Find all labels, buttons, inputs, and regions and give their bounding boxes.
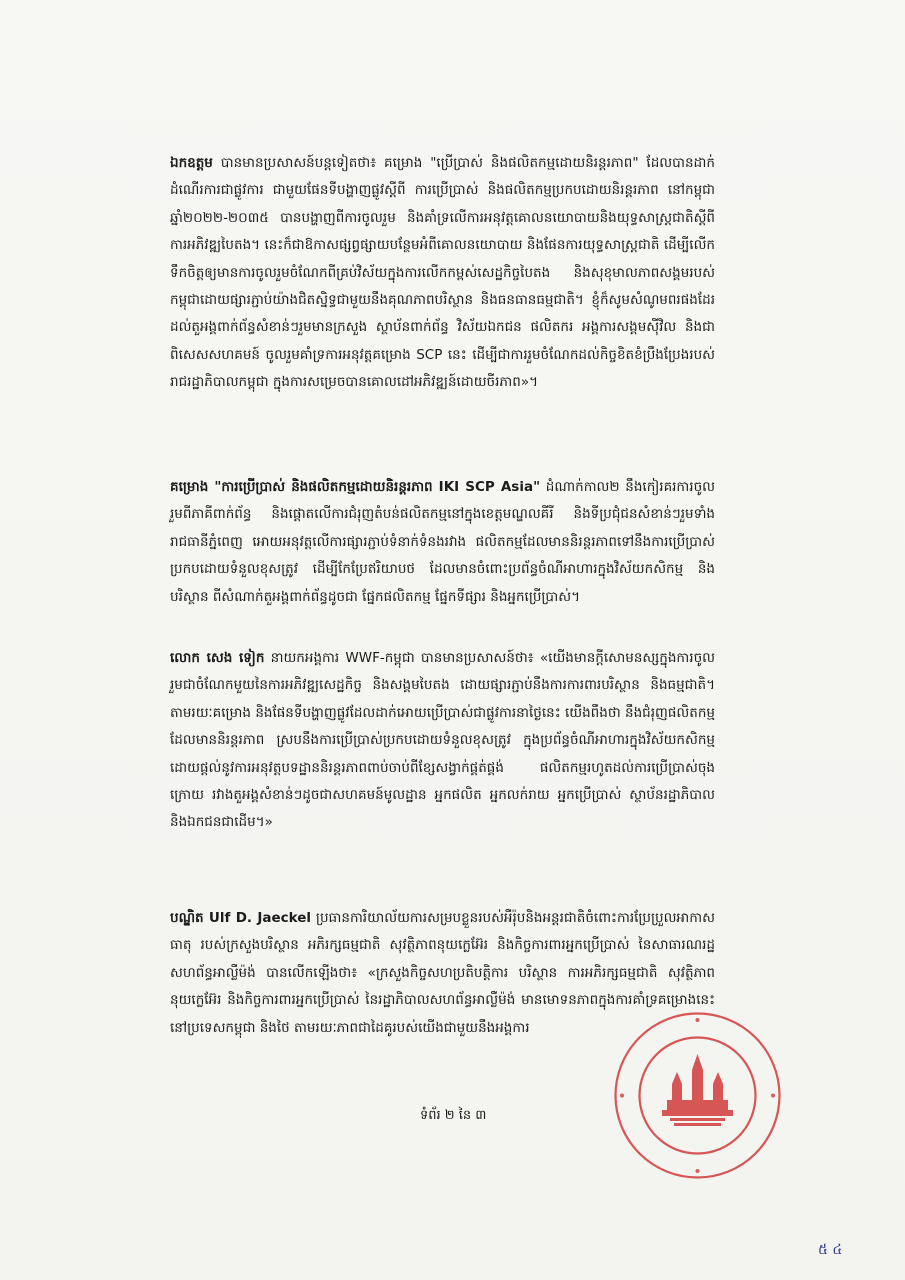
paragraph-lead: លោក សេង ទៀក xyxy=(170,650,265,666)
paragraph-text: បានមានប្រសាសន៍បន្តទៀតថា៖ គម្រោង "ប្រើប្រាស់ និងផលិតកម្មដោយនិរន្តរភាព" ដែលបានដាក់ដំណើរការជាផ្លូវការ ជាមួយផែនទីបង្ហាញផ្លូវស្តីពី ការប្រើប្រាស់ និងផលិតកម្មប្រកបដោយនិរន្តរភាព នៅកម្ពុជា ឆ្នាំ២០២២-២០៣៥ បានបង្ហាញពីការចូលរួម និងគាំទ្រលើការអនុវត្តគោលនយោបាយនិងយុទ្ធសាស្ត្រជាតិស្តីពីការអភិវឌ្ឍបៃតង។ នេះក៏ជាឱកាសផ្សព្វផ្សាយបន្ថែមអំពីគោលនយោបាយ និងផែនការយុទ្ធសាស្ត្រជាតិ ដើម្បីលើកទឹកចិត្តឲ្យមានការចូលរួមចំណែកពីគ្រប់វិស័យក្នុងការលើកកម្ពស់សេដ្ឋកិច្ចបៃតង និងសុខុមាលភាពសង្គមរបស់កម្ពុជាដោយផ្សារភ្ជាប់យ៉ាងជិតស្និទ្ធជាមួយនឹងគុណភាពបរិស្ថាន និងធនធានធម្មជាតិ។ ខ្ញុំក៏សូមសំណូមពរផងដែរ ដល់តួអង្គពាក់ព័ន្ធសំខាន់ៗរួមមានក្រសួង ស្ថាប័នពាក់ព័ន្ធ វិស័យឯកជន ផលិតករ អង្គការសង្គមស៊ីវិល និងជាពិសេសសហគមន៍ ចូលរួមគាំទ្រការអនុវត្តគម្រោង SCP នេះ ដើម្បីជាការរួមចំណែកដល់កិច្ចខិតខំប្រឹងប្រែងរបស់រាជរដ្ឋាភិបាលកម្ពុជា ក្នុងការសម្រេចបានគោលដៅអភិវឌ្ឍន៍ដោយចីរភាព»។ xyxy=(170,155,715,391)
paragraph-text: ដំណាក់កាល២ នឹងកៀរគរការចូលរួមពីភាគីពាក់ព័ន្ធ និងផ្តោតលើការជំរុញតំបន់ផលិតកម្មនៅក្នុងខេត្តមណ្ឌលគីរី និងទីប្រជុំជនសំខាន់ៗរួមទាំងរាជធានីភ្នំពេញ អោយអនុវត្តលើការផ្សារភ្ជាប់ទំនាក់ទំនងរវាង ផលិតកម្មដែលមាននិរន្តរភាពទៅនឹងការប្រើប្រាស់ប្រកបដោយទំនួលខុសត្រូវ ដើម្បីកែប្រែឥរិយាបថ ដែលមានចំពោះប្រព័ន្ធចំណីអាហារក្នុងវិស័យកសិកម្ម និងបរិស្ថាន ពីសំណាក់តួអង្គពាក់ព័ន្ធដូចជា ផ្នែកផលិតកម្ម ផ្នែកទីផ្សារ និងអ្នកប្រើប្រាស់។ xyxy=(170,479,715,605)
paragraph-text: ប្រធានការិយាល័យការសម្របខ្លួនរបស់អឺរ៉ុបនិងអន្តរជាតិចំពោះការប្រែប្រួលអាកាសធាតុ របស់ក្រសួងបរិស្ថាន អភិរក្សធម្មជាតិ សុវត្ថិភាពនុយក្លេអ៊ែរ និងកិច្ចការពារអ្នកប្រើប្រាស់ នៃសាធារណរដ្ឋសហព័ន្ធអាល្លឺម៉ង់ បានលើកឡើងថា៖ «ក្រសួងកិច្ចសហប្រតិបត្តិការ បរិស្ថាន ការអភិរក្សធម្មជាតិ សុវត្ថិភាពនុយក្លេអ៊ែរ និងកិច្ចការពារអ្នកប្រើប្រាស់ នៃរដ្ឋាភិបាលសហព័ន្ធអាល្លឺម៉ង់ មានមោទនភាពក្នុងការគាំទ្រគម្រោងនេះនៅប្រទេសកម្ពុជា និងថៃ តាមរយៈភាពជាដៃគូរបស់យើងជាមួយនឹងអង្គការ xyxy=(170,910,715,1036)
paragraph-1 xyxy=(170,150,715,397)
paragraph-lead: ឯកឧត្តម xyxy=(170,155,213,171)
paragraph-lead: គម្រោង "ការប្រើប្រាស់ និងផលិតកម្មដោយនិរន្តរភាព IKI SCP Asia" xyxy=(170,479,541,495)
ministry-seal-stamp xyxy=(610,1008,785,1183)
paragraph-lead: បណ្ឌិត Ulf D. Jaeckel xyxy=(170,910,312,926)
page-number: ទំព័រ ២ នៃ ៣ xyxy=(420,1108,487,1123)
temple-icon xyxy=(662,1054,733,1126)
paragraph-text: នាយកអង្គការ WWF-កម្ពុជា បានមានប្រសាសន៍ថា៖ «យើងមានក្តីសោមនស្សក្នុងការចូលរួមជាចំណែកមួយនៃការអភិវឌ្ឍសេដ្ឋកិច្ច និងសង្គមបៃតង ដោយផ្សារភ្ជាប់នឹងការការពារបរិស្ថាន និងធម្មជាតិ។ តាមរយៈគម្រោង និងផែនទីបង្ហាញផ្លូវដែលដាក់អោយប្រើប្រាស់ជាផ្លូវការនាថ្ងៃនេះ យើងពឹងថា នឹងជំរុញផលិតកម្មដែលមាននិរន្តរភាព ស្របនឹងការប្រើប្រាស់ប្រកបដោយទំនួលខុសត្រូវ ក្នុងប្រព័ន្ធចំណីអាហារក្នុងវិស័យកសិកម្ម ដោយផ្តល់នូវការអនុវត្តបទដ្ឋាននិរន្តរភាពពាប់ចាប់ពីខ្សែសង្វាក់ផ្គត់ផ្គង់ ផលិតកម្មរហូតដល់ការប្រើប្រាស់ចុងក្រោយ រវាងតួអង្គសំខាន់ៗដូចជាសហគមន៍មូលដ្ឋាន អ្នកផលិត អ្នកលក់រាយ អ្នកប្រើប្រាស់ ស្ថាប័នរដ្ឋាភិបាល និងឯកជនជាដើម។» xyxy=(170,650,715,831)
handwritten-initials: ៥ ៤ xyxy=(818,1242,843,1258)
paragraph-3 xyxy=(170,645,715,837)
paragraph-2 xyxy=(170,474,715,611)
